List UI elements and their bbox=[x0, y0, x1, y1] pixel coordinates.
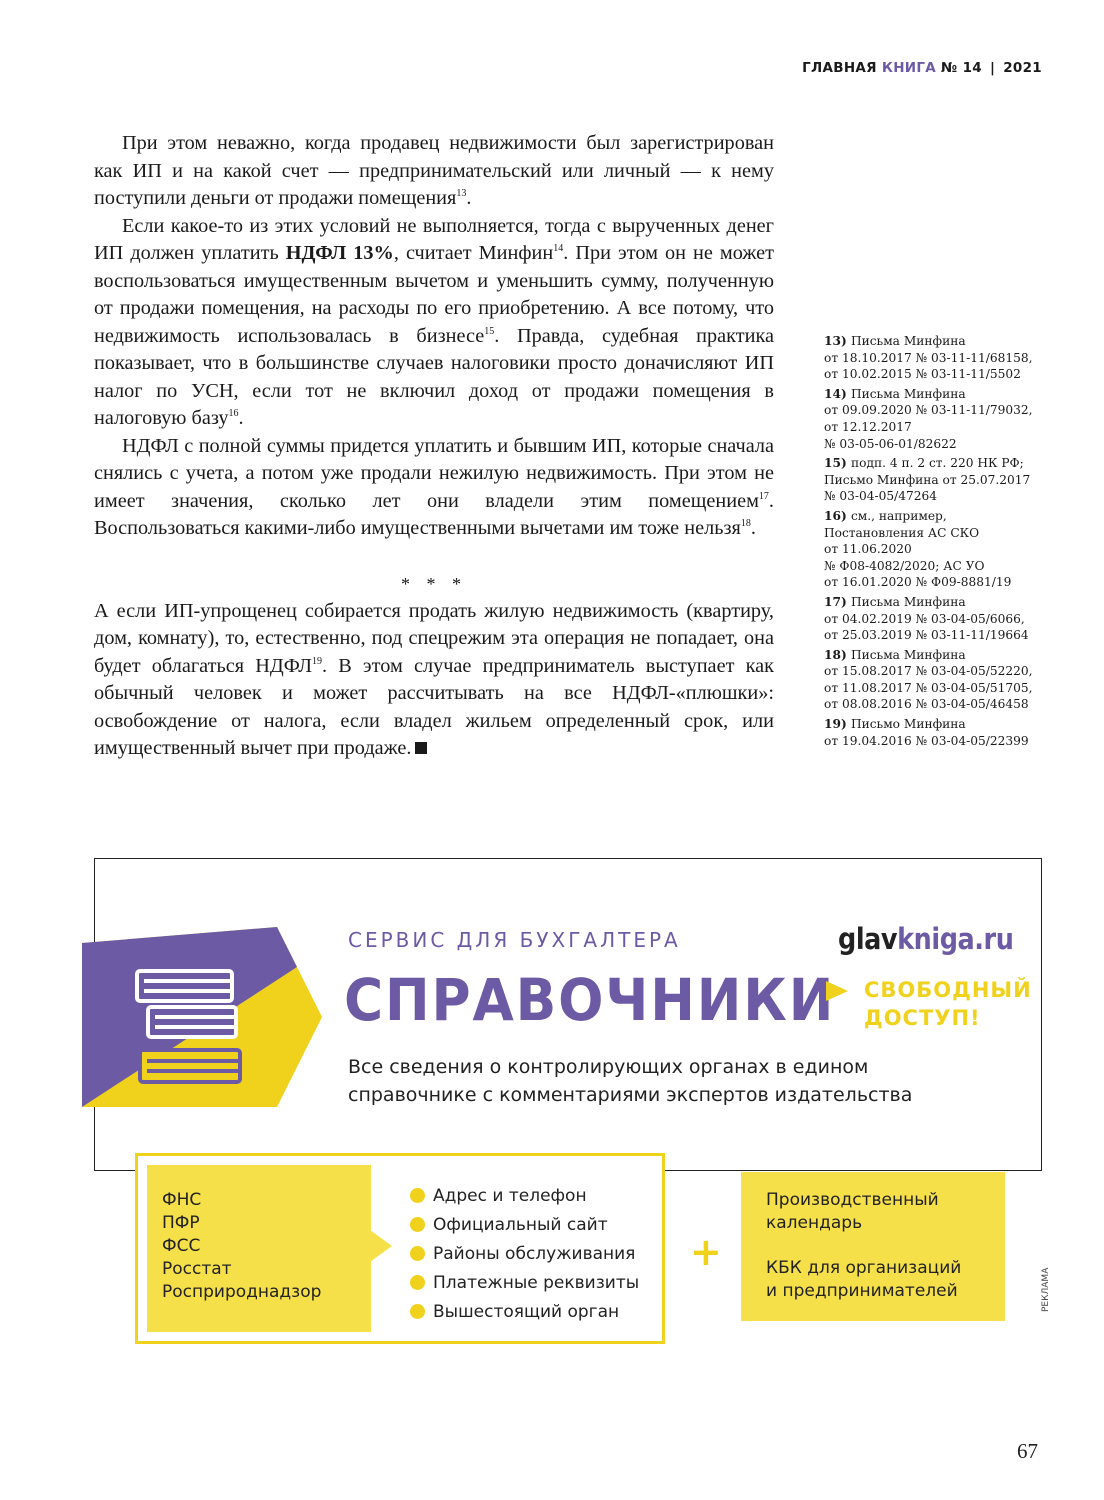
footnote: 18) Письма Минфина от 15.08.2017 № 03-04-05/52220, от 11.08.2017 № 03-04-05/51705, от 08.08.2016 № 03-04-05/46458 bbox=[824, 647, 1033, 712]
paragraph-1: При этом неважно, когда продавец недвижимости был зарегистрирован как ИП и на какой счет — предпринимательский или личный — к нему поступили деньги от продажи помещения$^{13}$. bbox=[94, 132, 774, 209]
ad-title: СПРАВОЧНИКИ bbox=[344, 966, 836, 1034]
running-header bbox=[802, 60, 1042, 76]
footnote: 17) Письма Минфина от 04.02.2019 № 03-04-05/6066, от 25.03.2019 № 03-11-11/19664 bbox=[824, 594, 1029, 643]
article-body bbox=[94, 130, 774, 763]
organization-item: ФНС bbox=[162, 1190, 202, 1210]
organization-item: ПФР bbox=[162, 1213, 200, 1233]
footnote-ref: 15 bbox=[484, 325, 495, 337]
section-divider: * * * bbox=[401, 573, 467, 594]
features-list bbox=[410, 1182, 639, 1327]
footnote-ref: 18 bbox=[740, 518, 751, 530]
footnote: 19) Письмо Минфина от 19.04.2016 № 03-04-05/22399 bbox=[824, 717, 1029, 748]
organization-item: ФСС bbox=[162, 1236, 201, 1256]
paragraph-2: Если какое-то из этих условий не выполняется, тогда с вырученных денег ИП должен уплатить НДФЛ 13%, считает Минфин$^{14}$. При этом он не может воспользоваться имущественным вычетом и уменьшить сумму, полученную от продажи помещения, на расходы по его приобретению. А все потому, что недвижимость использовалась в бизнесе$^{15}$. Правда, судебная практика показывает, что в большинстве случаев налоговики просто доначисляют ИП налог по УСН, если тот не включил доход от продажи помещения в налоговую базу$^{16}$. bbox=[94, 214, 774, 429]
organization-item: Росстат bbox=[162, 1259, 232, 1279]
free-access-badge: СВОБОДНЫЙ ДОСТУП! bbox=[826, 976, 1032, 1032]
feature-item: Адрес и телефон bbox=[410, 1182, 639, 1211]
page-number: 67 bbox=[1017, 1439, 1038, 1463]
bullet-dot-icon bbox=[410, 1304, 425, 1319]
bullet-dot-icon bbox=[410, 1188, 425, 1203]
footnote: 14) Письма Минфина от 09.09.2020 № 03-11-11/79032, от 12.12.2017 № 03-05-06-01/82622 bbox=[824, 386, 1033, 451]
organization-item: Росприроднадзор bbox=[162, 1282, 322, 1302]
footnote-ref: 17 bbox=[758, 490, 769, 502]
bullet-dot-icon bbox=[410, 1275, 425, 1290]
bullet-dot-icon bbox=[410, 1246, 425, 1261]
footnote-ref: 13 bbox=[456, 188, 467, 200]
bold-tax-rate: НДФЛ 13% bbox=[285, 242, 394, 264]
organizations-list bbox=[147, 1165, 371, 1332]
footnote: 13) Письма Минфина от 18.10.2017 № 03-11-11/68158, от 10.02.2015 № 03-11-11/5502 bbox=[824, 334, 1033, 382]
end-of-article-mark bbox=[415, 742, 427, 754]
paragraph-3: НДФЛ с полной суммы придется уплатить и бывшим ИП, которые сначала снялись с учета, а потом уже продали нежилую недвижимость. При этом не имеет значения, сколько лет они владели этим помещением$^{17}$. Воспользоваться какими-либо имущественными вычетами им тоже нельзя$^{18}$. bbox=[94, 434, 774, 539]
footnote-ref: 14 bbox=[553, 243, 564, 255]
issue-number: № 14 bbox=[941, 60, 982, 76]
extras-box: Производственный календарь КБК для организаций и предпринимателей bbox=[741, 1172, 1005, 1321]
plus-icon: + bbox=[690, 1230, 722, 1274]
paragraph-4: А если ИП-упрощенец собирается продать жилую недвижимость (квартиру, дом, комнату), то, естественно, под спецрежим эта операция не попадает, она будет облагаться НДФЛ$^{19}$. В этом случае предприниматель выступает как обычный человек и может рассчитывать на все НДФЛ-«плюшки»: освобождение от налога, если владел жильем определенный срок, или имущественный вычет при продаже. bbox=[94, 599, 774, 759]
arrow-right-icon bbox=[370, 1230, 392, 1262]
ad-subtitle: СЕРВИС ДЛЯ БУХГАЛТЕРА bbox=[348, 928, 681, 952]
feature-item: Районы обслуживания bbox=[410, 1240, 639, 1269]
site-link[interactable]: glavkniga.ru bbox=[838, 922, 1014, 956]
magazine-name-part1: ГЛАВНАЯ bbox=[802, 60, 877, 76]
feature-item: Платежные реквизиты bbox=[410, 1269, 639, 1298]
footnote-ref: 16 bbox=[228, 408, 239, 420]
magazine-name-part2: КНИГА bbox=[881, 60, 937, 76]
feature-item: Вышестоящий орган bbox=[410, 1298, 639, 1327]
advertisement-label: РЕКЛАМА bbox=[1041, 1267, 1051, 1312]
footnote: 15) подп. 4 п. 2 ст. 220 НК РФ; Письмо Минфина от 25.07.2017 № 03-04-05/47264 bbox=[824, 456, 1031, 504]
issue-year: 2021 bbox=[1003, 60, 1042, 76]
footnote-ref: 19 bbox=[311, 655, 322, 667]
footnote: 16) см., например, Постановления АС СКО от 11.06.2020 № Ф08-4082/2020; АС УО от 16.01.2020 № Ф09-8881/19 bbox=[824, 508, 1012, 590]
footnotes-column bbox=[824, 333, 1054, 752]
play-arrow-icon bbox=[826, 981, 848, 1001]
feature-item: Официальный сайт bbox=[410, 1211, 639, 1240]
bullet-dot-icon bbox=[410, 1217, 425, 1232]
ad-description: Все сведения о контролирующих органах в едином справочнике с комментариями экспертов издательства bbox=[348, 1056, 913, 1106]
header-separator: | bbox=[989, 60, 996, 76]
books-stack-icon bbox=[82, 925, 322, 1110]
